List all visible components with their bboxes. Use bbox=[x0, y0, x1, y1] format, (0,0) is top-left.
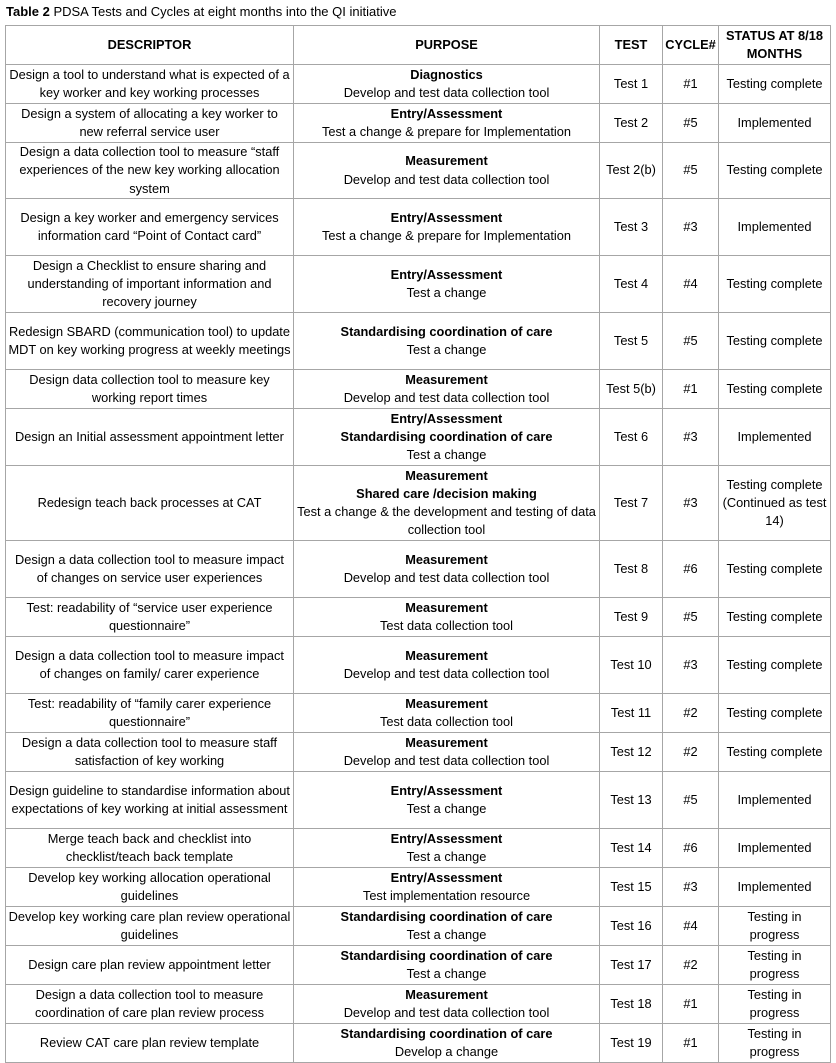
purpose-category: Standardising coordination of care bbox=[340, 323, 553, 339]
purpose-cell bbox=[294, 946, 600, 985]
descriptor-cell: Design a data collection tool to measure coordination of care plan review process bbox=[6, 985, 294, 1024]
descriptor-cell: Review CAT care plan review template bbox=[6, 1024, 294, 1063]
test-cell: Test 18 bbox=[600, 985, 663, 1024]
descriptor-cell: Design an Initial assessment appointment letter bbox=[6, 409, 294, 466]
descriptor-cell: Design data collection tool to measure key working report times bbox=[6, 370, 294, 409]
purpose-cell bbox=[294, 466, 600, 541]
descriptor-cell: Test: readability of “family carer experience questionnaire” bbox=[6, 694, 294, 733]
purpose-detail: Develop and test data collection tool bbox=[343, 1005, 550, 1020]
descriptor-cell: Redesign SBARD (communication tool) to update MDT on key working progress at weekly meetings bbox=[6, 313, 294, 370]
test-cell: Test 8 bbox=[600, 541, 663, 598]
purpose-category: Measurement bbox=[405, 647, 488, 663]
table-row bbox=[6, 65, 831, 104]
purpose-detail: Develop and test data collection tool bbox=[343, 570, 550, 585]
header-cycle: CYCLE# bbox=[663, 26, 719, 65]
test-cell: Test 3 bbox=[600, 199, 663, 256]
descriptor-cell: Design guideline to standardise information about expectations of key working at initial assessment bbox=[6, 772, 294, 829]
test-cell: Test 7 bbox=[600, 466, 663, 541]
descriptor-cell: Develop key working allocation operational guidelines bbox=[6, 868, 294, 907]
status-cell: Testing in progress bbox=[719, 985, 831, 1024]
table-row bbox=[6, 985, 831, 1024]
purpose-detail: Develop and test data collection tool bbox=[343, 85, 550, 100]
table-row bbox=[6, 637, 831, 694]
table-row bbox=[6, 104, 831, 143]
purpose-category: Entry/Assessment bbox=[390, 105, 503, 121]
purpose-detail: Test a change bbox=[406, 966, 487, 981]
test-cell: Test 12 bbox=[600, 733, 663, 772]
purpose-detail: Test a change & prepare for Implementation bbox=[322, 228, 571, 243]
descriptor-cell: Design a tool to understand what is expected of a key worker and key working processes bbox=[6, 65, 294, 104]
purpose-detail: Test a change bbox=[406, 342, 487, 357]
table-caption-label: Table 2 bbox=[6, 4, 50, 19]
table-row bbox=[6, 143, 831, 199]
table-row bbox=[6, 541, 831, 598]
status-cell: Testing in progress bbox=[719, 946, 831, 985]
status-cell: Testing complete bbox=[719, 637, 831, 694]
table-row bbox=[6, 946, 831, 985]
cycle-cell: #3 bbox=[663, 868, 719, 907]
purpose-detail: Test data collection tool bbox=[379, 714, 514, 729]
status-cell: Testing complete bbox=[719, 143, 831, 199]
purpose-detail: Develop a change bbox=[394, 1044, 499, 1059]
test-cell: Test 13 bbox=[600, 772, 663, 829]
cycle-cell: #5 bbox=[663, 598, 719, 637]
purpose-detail: Test a change bbox=[406, 447, 487, 463]
purpose-detail: Develop and test data collection tool bbox=[343, 171, 550, 187]
status-cell: Implemented bbox=[719, 104, 831, 143]
cycle-cell: #2 bbox=[663, 733, 719, 772]
purpose-cell bbox=[294, 694, 600, 733]
table-row bbox=[6, 907, 831, 946]
purpose-cell bbox=[294, 985, 600, 1024]
header-descriptor: DESCRIPTOR bbox=[6, 26, 294, 65]
cycle-cell: #5 bbox=[663, 143, 719, 199]
purpose-category: Entry/Assessment bbox=[390, 869, 503, 885]
status-cell: Testing complete bbox=[719, 370, 831, 409]
purpose-category: Standardising coordination of care bbox=[340, 947, 553, 963]
table-row bbox=[6, 199, 831, 256]
cycle-cell: #5 bbox=[663, 772, 719, 829]
status-cell: Testing complete (Continued as test 14) bbox=[719, 466, 831, 541]
purpose-detail: Develop and test data collection tool bbox=[343, 753, 550, 768]
descriptor-cell: Merge teach back and checklist into checklist/teach back template bbox=[6, 829, 294, 868]
test-cell: Test 4 bbox=[600, 256, 663, 313]
purpose-cell bbox=[294, 907, 600, 946]
test-cell: Test 5 bbox=[600, 313, 663, 370]
purpose-detail: Test a change & the development and testing of data collection tool bbox=[297, 504, 596, 538]
cycle-cell: #5 bbox=[663, 313, 719, 370]
purpose-detail: Develop and test data collection tool bbox=[343, 390, 550, 405]
table-row bbox=[6, 370, 831, 409]
header-purpose: PURPOSE bbox=[294, 26, 600, 65]
purpose-cell bbox=[294, 143, 600, 199]
purpose-cell bbox=[294, 104, 600, 143]
purpose-category: Entry/Assessment bbox=[390, 266, 503, 282]
purpose-cell bbox=[294, 409, 600, 466]
table-row bbox=[6, 466, 831, 541]
purpose-category: Measurement bbox=[405, 695, 488, 711]
status-cell: Testing complete bbox=[719, 65, 831, 104]
cycle-cell: #3 bbox=[663, 409, 719, 466]
cycle-cell: #1 bbox=[663, 1024, 719, 1063]
purpose-detail: Test a change bbox=[406, 927, 487, 942]
table-caption bbox=[6, 4, 396, 19]
header-test: TEST bbox=[600, 26, 663, 65]
purpose-cell bbox=[294, 598, 600, 637]
purpose-cell bbox=[294, 637, 600, 694]
table-row bbox=[6, 868, 831, 907]
purpose-cell bbox=[294, 1024, 600, 1063]
purpose-cell bbox=[294, 256, 600, 313]
status-cell: Implemented bbox=[719, 409, 831, 466]
descriptor-cell: Design a data collection tool to measure “staff experiences of the new key working allocation system bbox=[6, 143, 294, 199]
table-row bbox=[6, 409, 831, 466]
table-caption-text: PDSA Tests and Cycles at eight months into the QI initiative bbox=[49, 4, 397, 19]
purpose-cell bbox=[294, 370, 600, 409]
cycle-cell: #1 bbox=[663, 65, 719, 104]
table-row bbox=[6, 256, 831, 313]
purpose-category: Standardising coordination of care bbox=[340, 428, 553, 444]
status-cell: Implemented bbox=[719, 199, 831, 256]
purpose-category: Entry/Assessment bbox=[390, 830, 503, 846]
descriptor-cell: Design a data collection tool to measure impact of changes on service user experiences bbox=[6, 541, 294, 598]
test-cell: Test 2 bbox=[600, 104, 663, 143]
table-row bbox=[6, 694, 831, 733]
test-cell: Test 2(b) bbox=[600, 143, 663, 199]
cycle-cell: #3 bbox=[663, 637, 719, 694]
test-cell: Test 11 bbox=[600, 694, 663, 733]
purpose-category: Entry/Assessment bbox=[390, 782, 503, 798]
purpose-category: Measurement bbox=[405, 371, 488, 387]
purpose-category: Measurement bbox=[405, 599, 488, 615]
purpose-category: Diagnostics bbox=[410, 66, 483, 82]
header-status: STATUS AT 8/18 MONTHS bbox=[719, 26, 831, 65]
status-cell: Testing complete bbox=[719, 598, 831, 637]
status-cell: Implemented bbox=[719, 829, 831, 868]
test-cell: Test 17 bbox=[600, 946, 663, 985]
purpose-cell bbox=[294, 772, 600, 829]
purpose-category: Standardising coordination of care bbox=[340, 1025, 553, 1041]
purpose-category: Entry/Assessment bbox=[390, 410, 503, 426]
cycle-cell: #3 bbox=[663, 466, 719, 541]
purpose-category: Measurement bbox=[405, 153, 488, 169]
status-cell: Testing complete bbox=[719, 694, 831, 733]
purpose-cell bbox=[294, 733, 600, 772]
purpose-cell bbox=[294, 199, 600, 256]
purpose-detail: Test a change bbox=[406, 801, 487, 816]
status-cell: Testing complete bbox=[719, 541, 831, 598]
purpose-detail: Develop and test data collection tool bbox=[343, 666, 550, 681]
purpose-category: Measurement bbox=[405, 467, 488, 483]
test-cell: Test 6 bbox=[600, 409, 663, 466]
header-row bbox=[6, 26, 831, 65]
cycle-cell: #3 bbox=[663, 199, 719, 256]
cycle-cell: #1 bbox=[663, 370, 719, 409]
cycle-cell: #6 bbox=[663, 829, 719, 868]
test-cell: Test 14 bbox=[600, 829, 663, 868]
purpose-detail: Test a change bbox=[406, 285, 487, 300]
purpose-cell bbox=[294, 868, 600, 907]
purpose-category: Standardising coordination of care bbox=[340, 908, 553, 924]
test-cell: Test 15 bbox=[600, 868, 663, 907]
descriptor-cell: Design a key worker and emergency services information card “Point of Contact card” bbox=[6, 199, 294, 256]
cycle-cell: #4 bbox=[663, 256, 719, 313]
cycle-cell: #2 bbox=[663, 946, 719, 985]
cycle-cell: #2 bbox=[663, 694, 719, 733]
purpose-detail: Test implementation resource bbox=[362, 888, 531, 903]
table-row bbox=[6, 1024, 831, 1063]
pdsa-table bbox=[5, 25, 831, 1063]
descriptor-cell: Test: readability of “service user experience questionnaire” bbox=[6, 598, 294, 637]
purpose-cell bbox=[294, 313, 600, 370]
test-cell: Test 9 bbox=[600, 598, 663, 637]
purpose-category: Measurement bbox=[405, 551, 488, 567]
status-cell: Implemented bbox=[719, 868, 831, 907]
status-cell: Testing complete bbox=[719, 733, 831, 772]
table-row bbox=[6, 829, 831, 868]
test-cell: Test 19 bbox=[600, 1024, 663, 1063]
table-row bbox=[6, 313, 831, 370]
descriptor-cell: Redesign teach back processes at CAT bbox=[6, 466, 294, 541]
test-cell: Test 16 bbox=[600, 907, 663, 946]
descriptor-cell: Develop key working care plan review operational guidelines bbox=[6, 907, 294, 946]
descriptor-cell: Design a data collection tool to measure staff satisfaction of key working bbox=[6, 733, 294, 772]
cycle-cell: #4 bbox=[663, 907, 719, 946]
descriptor-cell: Design care plan review appointment letter bbox=[6, 946, 294, 985]
table-body bbox=[6, 65, 831, 1063]
purpose-cell bbox=[294, 65, 600, 104]
test-cell: Test 1 bbox=[600, 65, 663, 104]
purpose-category: Measurement bbox=[405, 986, 488, 1002]
descriptor-cell: Design a Checklist to ensure sharing and understanding of important information and recovery journey bbox=[6, 256, 294, 313]
purpose-detail: Test a change & prepare for Implementation bbox=[322, 124, 571, 139]
table-row bbox=[6, 772, 831, 829]
table-row bbox=[6, 733, 831, 772]
status-cell: Testing complete bbox=[719, 313, 831, 370]
purpose-detail: Test a change bbox=[406, 849, 487, 864]
test-cell: Test 5(b) bbox=[600, 370, 663, 409]
descriptor-cell: Design a system of allocating a key worker to new referral service user bbox=[6, 104, 294, 143]
cycle-cell: #1 bbox=[663, 985, 719, 1024]
purpose-detail: Test data collection tool bbox=[379, 618, 514, 633]
cycle-cell: #5 bbox=[663, 104, 719, 143]
purpose-category: Shared care /decision making bbox=[356, 485, 537, 501]
test-cell: Test 10 bbox=[600, 637, 663, 694]
status-cell: Implemented bbox=[719, 772, 831, 829]
purpose-cell bbox=[294, 829, 600, 868]
purpose-category: Entry/Assessment bbox=[390, 209, 503, 225]
purpose-category: Measurement bbox=[405, 734, 488, 750]
status-cell: Testing in progress bbox=[719, 907, 831, 946]
descriptor-cell: Design a data collection tool to measure impact of changes on family/ carer experience bbox=[6, 637, 294, 694]
table-row bbox=[6, 598, 831, 637]
status-cell: Testing complete bbox=[719, 256, 831, 313]
purpose-cell bbox=[294, 541, 600, 598]
status-cell: Testing in progress bbox=[719, 1024, 831, 1063]
cycle-cell: #6 bbox=[663, 541, 719, 598]
